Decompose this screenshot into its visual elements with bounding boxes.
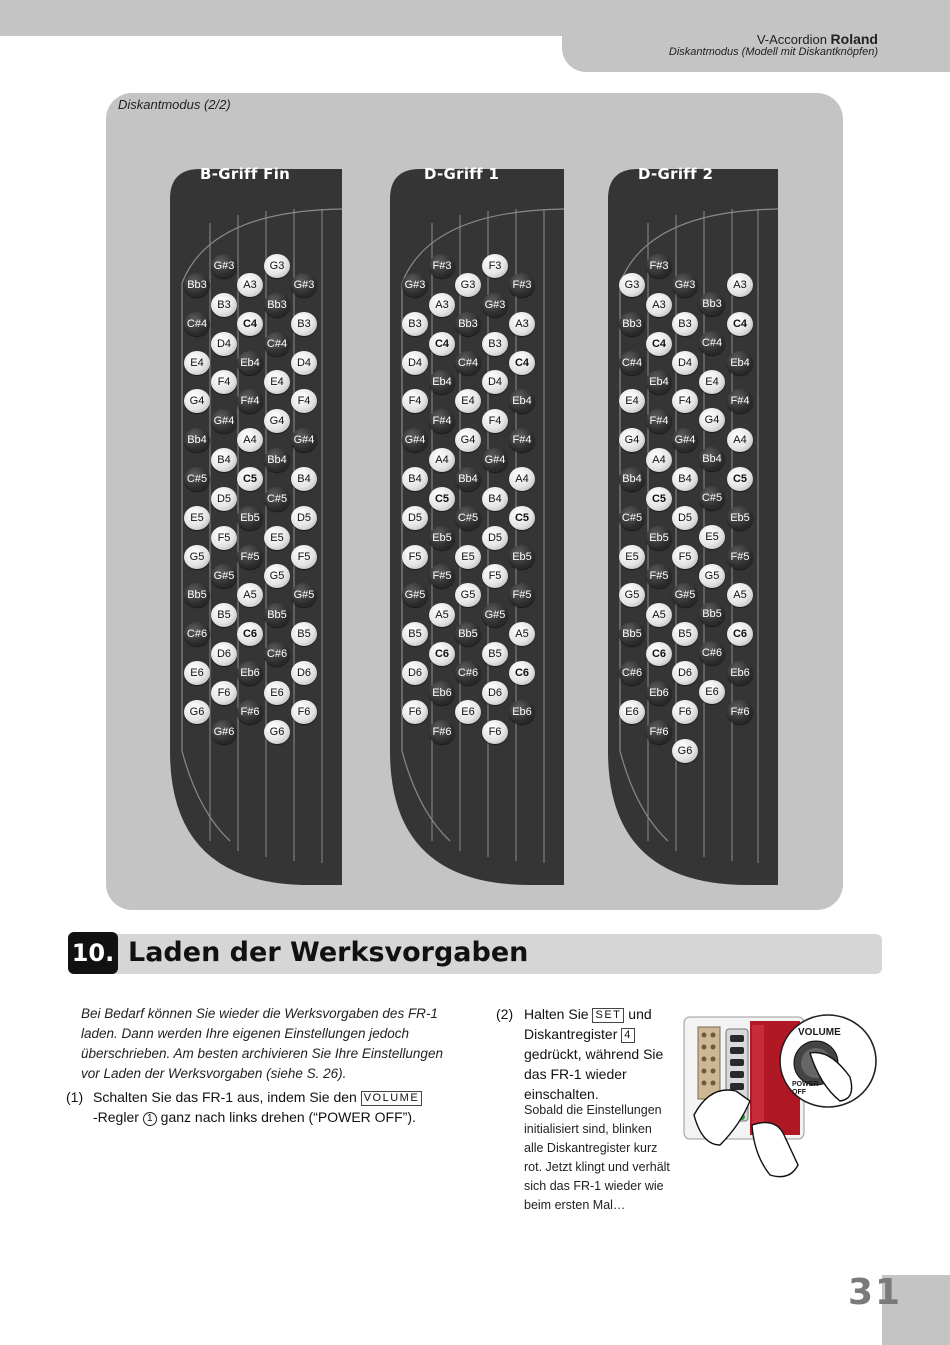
key-fsharp6: F#6	[646, 720, 672, 744]
key-g4: G4	[699, 408, 725, 432]
key-fsharp5: F#5	[429, 564, 455, 588]
key-b4: B4	[211, 448, 237, 472]
key-fsharp5: F#5	[237, 545, 263, 569]
key-d6: D6	[482, 681, 508, 705]
key-gsharp5: G#5	[482, 603, 508, 627]
key-eb5: Eb5	[509, 545, 535, 569]
header-product: V-Accordion Roland	[756, 31, 878, 47]
key-f6: F6	[211, 681, 237, 705]
key-e6: E6	[619, 700, 645, 724]
key-d6: D6	[291, 661, 317, 685]
key-b5: B5	[211, 603, 237, 627]
step-number: (1)	[66, 1089, 84, 1105]
key-eb5: Eb5	[237, 506, 263, 530]
key-csharp5: C#5	[699, 486, 725, 510]
key-c5: C5	[429, 487, 455, 511]
key-g3: G3	[455, 273, 481, 297]
key-a4: A4	[646, 448, 672, 472]
key-f4: F4	[482, 409, 508, 433]
key-bb4: Bb4	[699, 447, 725, 471]
volume-label: VOLUME	[798, 1027, 841, 1038]
key-f4: F4	[402, 389, 428, 413]
key-f4: F4	[211, 370, 237, 394]
key-bb4: Bb4	[619, 467, 645, 491]
key-d6: D6	[672, 661, 698, 685]
key-csharp5: C#5	[455, 506, 481, 530]
key-e5: E5	[699, 525, 725, 549]
key-b3: B3	[211, 293, 237, 317]
key-c4: C4	[509, 351, 535, 375]
key-b3: B3	[402, 312, 428, 336]
key-fsharp4: F#4	[237, 389, 263, 413]
key-e4: E4	[264, 370, 290, 394]
key-e6: E6	[455, 700, 481, 724]
key-c5: C5	[509, 506, 535, 530]
key-g4: G4	[455, 428, 481, 452]
key-bb5: Bb5	[184, 583, 210, 607]
key-b5: B5	[482, 642, 508, 666]
key-g5: G5	[619, 583, 645, 607]
key-bb5: Bb5	[619, 622, 645, 646]
key-bb3: Bb3	[699, 292, 725, 316]
key-gsharp4: G#4	[482, 448, 508, 472]
key-a4: A4	[509, 467, 535, 491]
volume-key-label: VOLUME	[361, 1091, 422, 1106]
key-fsharp3: F#3	[509, 273, 535, 297]
key-bb3: Bb3	[619, 312, 645, 336]
key-f6: F6	[672, 700, 698, 724]
key-c6: C6	[509, 661, 535, 685]
diagram-title: D-Griff 1	[424, 165, 500, 183]
key-e4: E4	[619, 389, 645, 413]
key-gsharp4: G#4	[672, 428, 698, 452]
key-csharp4: C#4	[619, 351, 645, 375]
key-fsharp5: F#5	[509, 583, 535, 607]
key-eb4: Eb4	[429, 370, 455, 394]
key-b5: B5	[291, 622, 317, 646]
key-c4: C4	[237, 312, 263, 336]
key-gsharp3: G#3	[291, 273, 317, 297]
step-number: (2)	[496, 1006, 514, 1022]
key-eb4: Eb4	[727, 351, 753, 375]
key-d6: D6	[211, 642, 237, 666]
keyboard-diagram-d-griff-2	[608, 151, 778, 885]
key-fsharp4: F#4	[646, 409, 672, 433]
set-key-label: SET	[592, 1008, 624, 1023]
key-a4: A4	[429, 448, 455, 472]
key-d5: D5	[482, 526, 508, 550]
key-g5: G5	[184, 545, 210, 569]
key-c5: C5	[237, 467, 263, 491]
key-fsharp6: F#6	[429, 720, 455, 744]
key-b4: B4	[402, 467, 428, 491]
key-f5: F5	[211, 526, 237, 550]
key-f6: F6	[402, 700, 428, 724]
key-bb4: Bb4	[455, 467, 481, 491]
register-key-label: 4	[621, 1028, 635, 1043]
key-d5: D5	[672, 506, 698, 530]
key-fsharp3: F#3	[429, 254, 455, 278]
key-g3: G3	[264, 254, 290, 278]
key-d6: D6	[402, 661, 428, 685]
key-g4: G4	[184, 389, 210, 413]
key-eb4: Eb4	[509, 389, 535, 413]
key-eb6: Eb6	[727, 661, 753, 685]
key-csharp4: C#4	[184, 312, 210, 336]
step-text: Halten Sie	[524, 1006, 593, 1022]
key-fsharp4: F#4	[509, 428, 535, 452]
key-csharp6: C#6	[619, 661, 645, 685]
step-text: gedrückt, während Sie das FR-1 wieder einschalten.	[524, 1046, 664, 1102]
key-f5: F5	[482, 564, 508, 588]
key-bb5: Bb5	[455, 622, 481, 646]
step-2-note: Sobald die Einstellungen initialisiert sind, blinken alle Diskantregister kurz rot. Jetzt klingt und verhält sich das FR-1 wieder wie beim ersten Mal…	[524, 1103, 670, 1212]
key-csharp4: C#4	[455, 351, 481, 375]
key-eb6: Eb6	[429, 681, 455, 705]
key-f6: F6	[291, 700, 317, 724]
key-csharp6: C#6	[699, 641, 725, 665]
step-text: und	[624, 1006, 652, 1022]
key-csharp4: C#4	[264, 332, 290, 356]
step-text: Diskantregister	[524, 1026, 622, 1042]
key-e6: E6	[264, 681, 290, 705]
key-eb6: Eb6	[646, 681, 672, 705]
header-subtitle: Diskantmodus (Modell mit Diskantknöpfen)	[668, 46, 878, 58]
key-g3: G3	[619, 273, 645, 297]
key-csharp5: C#5	[264, 487, 290, 511]
accordion-panel-drawing	[680, 1005, 880, 1185]
key-gsharp6: G#6	[211, 720, 237, 744]
key-c6: C6	[646, 642, 672, 666]
key-fsharp6: F#6	[727, 700, 753, 724]
key-eb4: Eb4	[237, 351, 263, 375]
key-b3: B3	[291, 312, 317, 336]
key-g4: G4	[264, 409, 290, 433]
key-f5: F5	[672, 545, 698, 569]
key-f4: F4	[291, 389, 317, 413]
key-a4: A4	[727, 428, 753, 452]
key-fsharp6: F#6	[237, 700, 263, 724]
key-eb4: Eb4	[646, 370, 672, 394]
key-gsharp5: G#5	[672, 583, 698, 607]
key-g6: G6	[264, 720, 290, 744]
diagram-title: D-Griff 2	[638, 165, 714, 183]
key-c4: C4	[727, 312, 753, 336]
key-csharp4: C#4	[699, 331, 725, 355]
key-gsharp5: G#5	[402, 583, 428, 607]
key-gsharp3: G#3	[211, 254, 237, 278]
page-number: 31	[848, 1272, 903, 1313]
key-a4: A4	[237, 428, 263, 452]
key-e4: E4	[455, 389, 481, 413]
key-bb3: Bb3	[184, 273, 210, 297]
key-gsharp3: G#3	[482, 293, 508, 317]
key-bb5: Bb5	[699, 602, 725, 626]
key-c6: C6	[727, 622, 753, 646]
key-eb6: Eb6	[237, 661, 263, 685]
key-e5: E5	[455, 545, 481, 569]
section-title: Laden der Werksvorgaben	[128, 937, 529, 968]
key-f6: F6	[482, 720, 508, 744]
key-b4: B4	[672, 467, 698, 491]
keyboard-diagram-b-griff-fin	[170, 151, 342, 885]
key-d4: D4	[672, 351, 698, 375]
step-text: ganz nach links drehen (“POWER OFF”).	[156, 1109, 416, 1125]
key-bb4: Bb4	[184, 428, 210, 452]
key-a3: A3	[429, 293, 455, 317]
key-eb5: Eb5	[727, 506, 753, 530]
key-bb3: Bb3	[264, 293, 290, 317]
key-d4: D4	[291, 351, 317, 375]
key-a5: A5	[646, 603, 672, 627]
key-c4: C4	[646, 332, 672, 356]
step-2	[496, 1004, 676, 1104]
key-g4: G4	[619, 428, 645, 452]
instrument-illustration	[680, 1005, 880, 1185]
key-e6: E6	[699, 680, 725, 704]
key-f3: F3	[482, 254, 508, 278]
key-e5: E5	[184, 506, 210, 530]
key-fsharp5: F#5	[646, 564, 672, 588]
key-a5: A5	[509, 622, 535, 646]
key-csharp6: C#6	[455, 661, 481, 685]
intro-paragraph: Bei Bedarf können Sie wieder die Werksvorgaben des FR-1 laden. Dann werden Ihre eigenen Einstellungen jedoch überschrieben. Am besten archivieren Sie Ihre Einstellungen vor Laden der Werksvorgaben (siehe S. 26).	[81, 1006, 443, 1081]
key-a3: A3	[237, 273, 263, 297]
key-g5: G5	[699, 564, 725, 588]
key-fsharp3: F#3	[646, 254, 672, 278]
key-fsharp4: F#4	[727, 389, 753, 413]
key-csharp6: C#6	[264, 642, 290, 666]
keyboard-diagram-d-griff-1	[390, 151, 564, 885]
key-g5: G5	[455, 583, 481, 607]
key-e4: E4	[699, 370, 725, 394]
key-g5: G5	[264, 564, 290, 588]
key-a5: A5	[727, 583, 753, 607]
key-b5: B5	[402, 622, 428, 646]
key-a3: A3	[646, 293, 672, 317]
key-csharp6: C#6	[184, 622, 210, 646]
key-fsharp4: F#4	[429, 409, 455, 433]
key-gsharp5: G#5	[211, 564, 237, 588]
key-c6: C6	[429, 642, 455, 666]
key-b4: B4	[291, 467, 317, 491]
key-d4: D4	[402, 351, 428, 375]
key-e4: E4	[184, 351, 210, 375]
key-g6: G6	[672, 739, 698, 763]
step-text: Schalten Sie das FR-1 aus, indem Sie den	[93, 1089, 361, 1105]
key-f4: F4	[672, 389, 698, 413]
key-a5: A5	[237, 583, 263, 607]
key-gsharp5: G#5	[291, 583, 317, 607]
key-c4: C4	[429, 332, 455, 356]
key-b5: B5	[672, 622, 698, 646]
key-eb5: Eb5	[429, 526, 455, 550]
key-gsharp3: G#3	[672, 273, 698, 297]
key-eb5: Eb5	[646, 526, 672, 550]
key-c5: C5	[646, 487, 672, 511]
key-gsharp3: G#3	[402, 273, 428, 297]
key-d5: D5	[211, 487, 237, 511]
key-d5: D5	[291, 506, 317, 530]
key-csharp5: C#5	[619, 506, 645, 530]
key-gsharp4: G#4	[291, 428, 317, 452]
key-a3: A3	[509, 312, 535, 336]
key-f5: F5	[402, 545, 428, 569]
key-e5: E5	[619, 545, 645, 569]
diagram-title: B-Griff Fin	[200, 165, 291, 183]
key-e5: E5	[264, 526, 290, 550]
panel-caption: Diskantmodus (2/2)	[118, 97, 231, 112]
key-d5: D5	[402, 506, 428, 530]
key-a5: A5	[429, 603, 455, 627]
callout-number: 1	[143, 1112, 157, 1126]
key-csharp5: C#5	[184, 467, 210, 491]
step-text: -Regler	[93, 1109, 143, 1125]
key-fsharp5: F#5	[727, 545, 753, 569]
key-c6: C6	[237, 622, 263, 646]
key-f5: F5	[291, 545, 317, 569]
key-eb6: Eb6	[509, 700, 535, 724]
power-off-label: POWER OFF	[792, 1081, 819, 1096]
key-gsharp4: G#4	[211, 409, 237, 433]
step-1	[66, 1087, 426, 1127]
key-d4: D4	[482, 370, 508, 394]
key-b4: B4	[482, 487, 508, 511]
key-b3: B3	[482, 332, 508, 356]
key-e6: E6	[184, 661, 210, 685]
key-bb4: Bb4	[264, 448, 290, 472]
key-a3: A3	[727, 273, 753, 297]
section-number: 10.	[68, 932, 118, 974]
key-bb3: Bb3	[455, 312, 481, 336]
key-gsharp4: G#4	[402, 428, 428, 452]
key-b3: B3	[672, 312, 698, 336]
key-g6: G6	[184, 700, 210, 724]
key-bb5: Bb5	[264, 603, 290, 627]
key-d4: D4	[211, 332, 237, 356]
key-c5: C5	[727, 467, 753, 491]
